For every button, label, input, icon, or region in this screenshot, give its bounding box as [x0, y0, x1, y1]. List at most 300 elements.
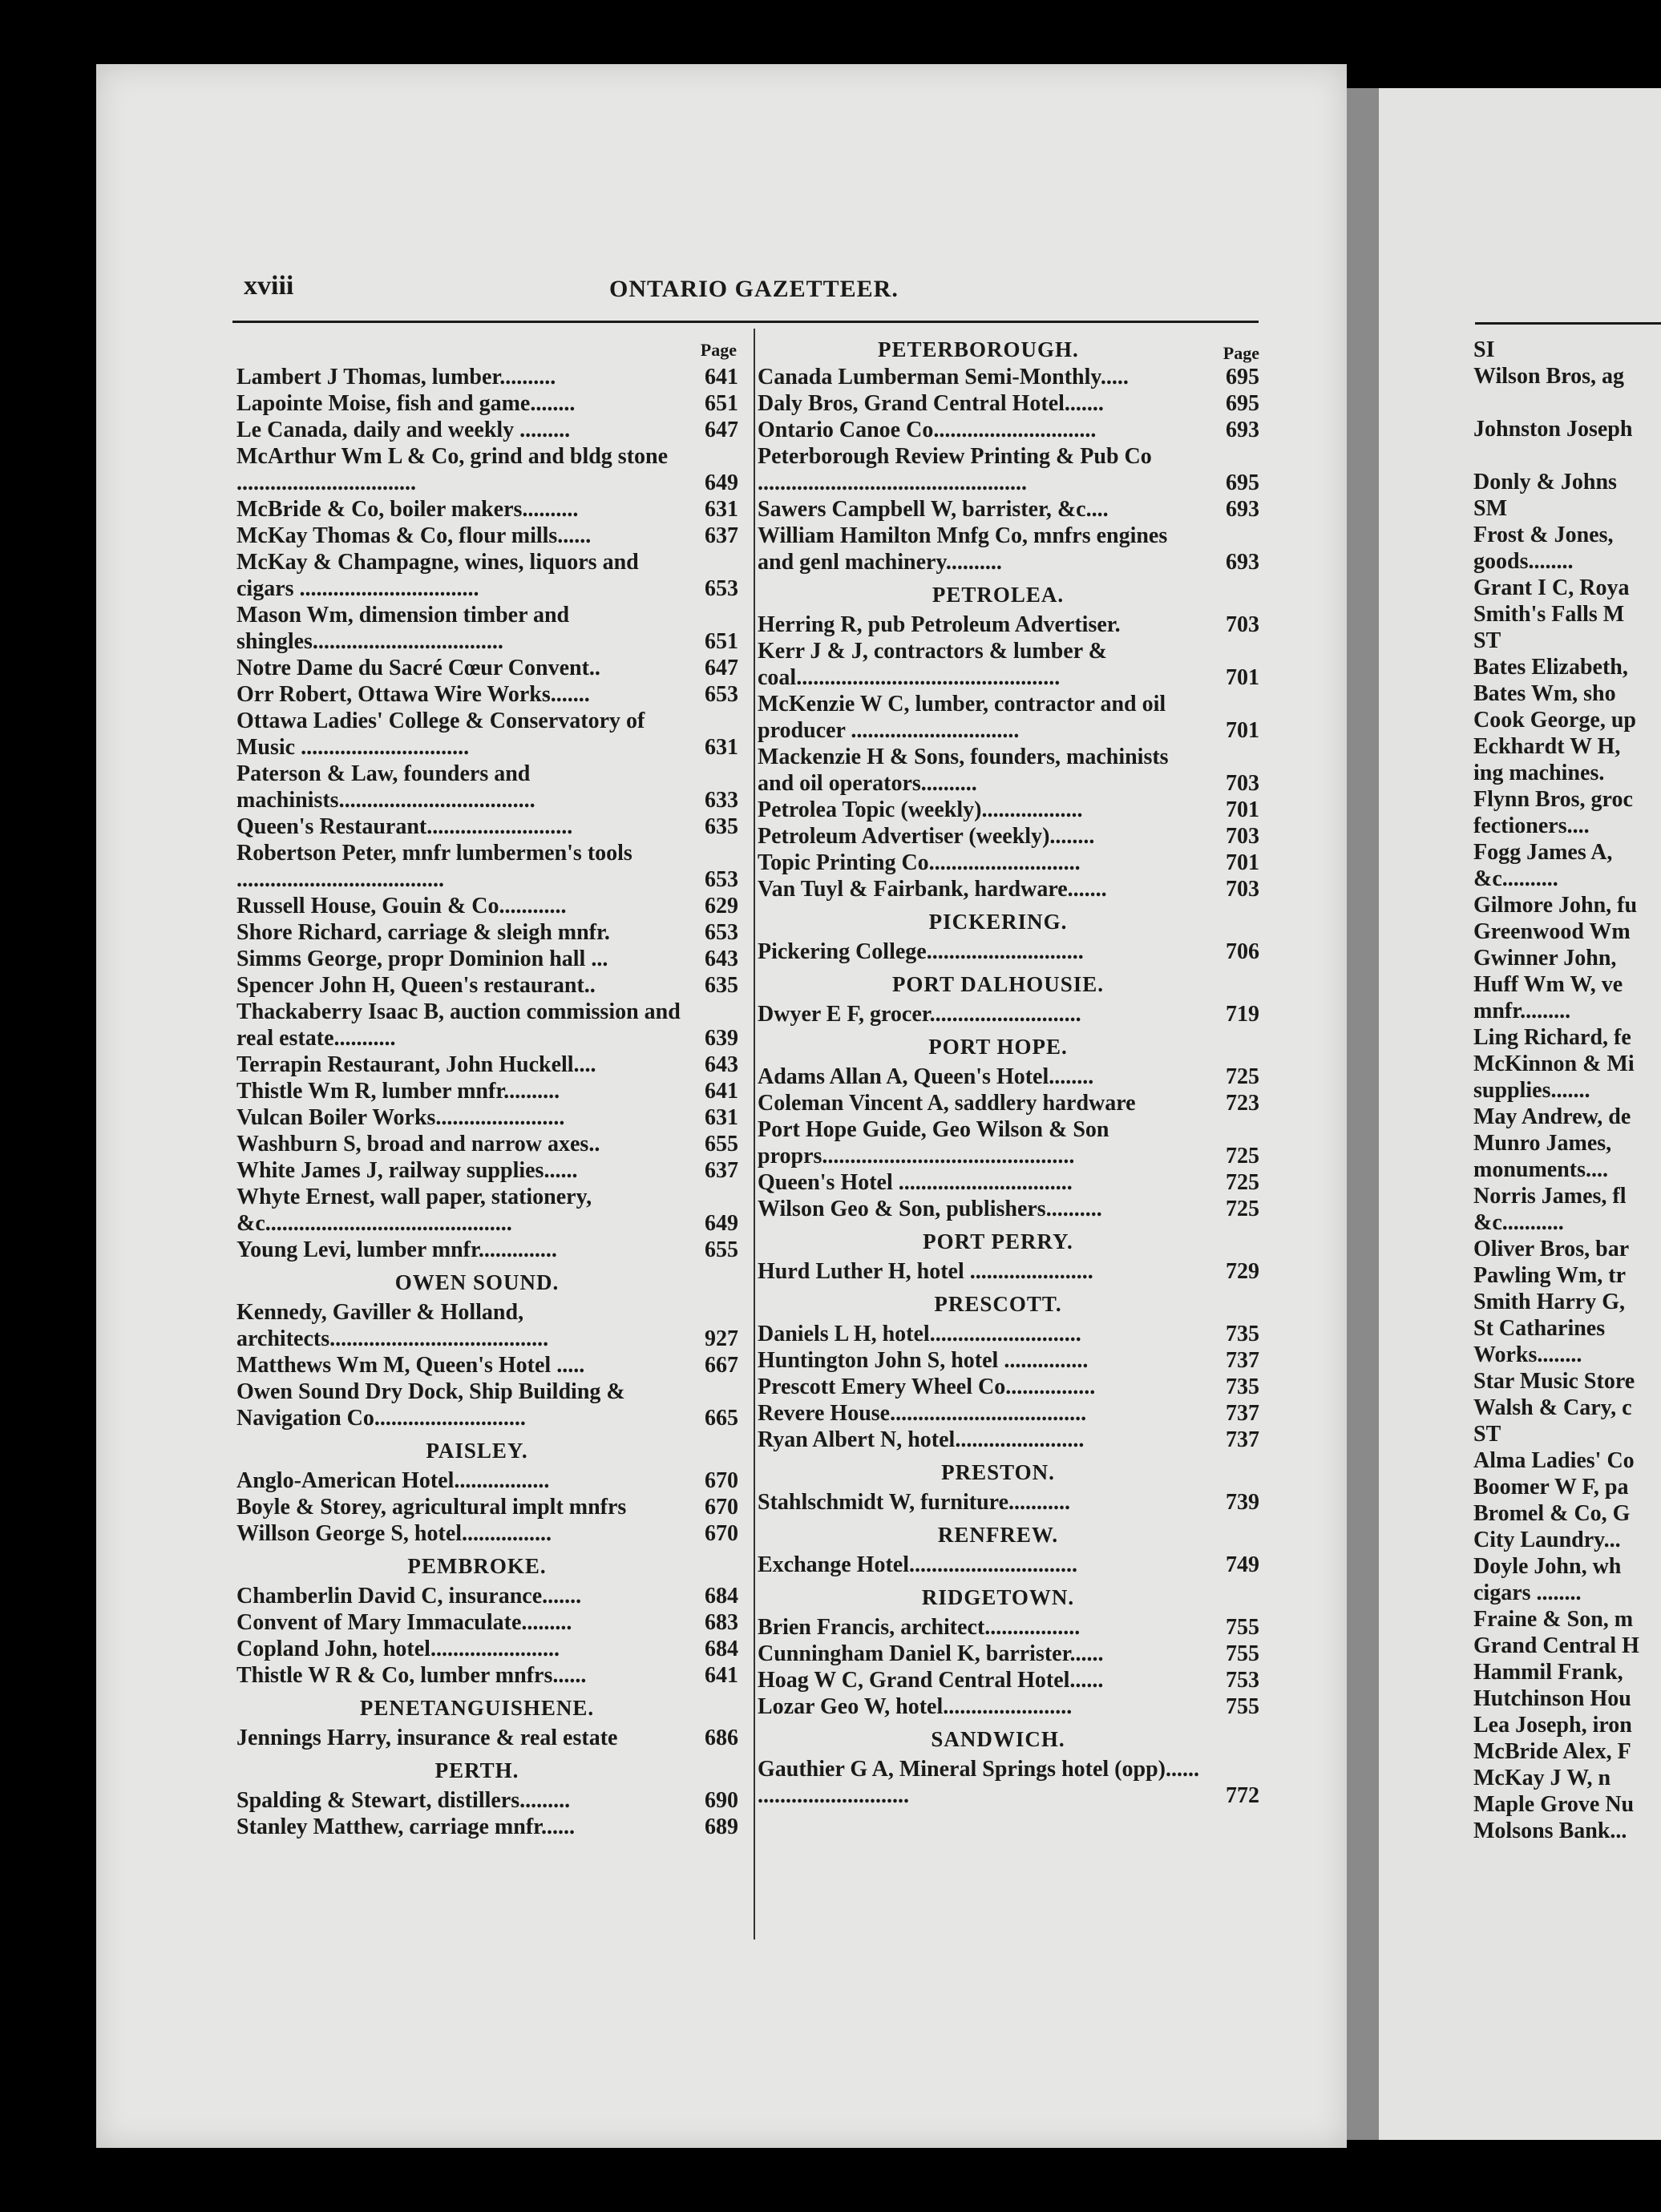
directory-entry	[236, 1636, 742, 1662]
entry-text: Anglo-American Hotel.................	[236, 1468, 550, 1493]
directory-entry	[758, 1321, 1263, 1347]
directory-entry	[758, 1064, 1263, 1090]
fragment-line: Grand Central H	[1473, 1633, 1639, 1658]
entry-page: 701	[1226, 850, 1259, 875]
entry-page: 665	[705, 1406, 738, 1431]
directory-entry	[758, 1641, 1263, 1667]
entry-page: 703	[1226, 877, 1259, 902]
entry-page: 703	[1226, 771, 1259, 796]
fragment-line: Munro James,	[1473, 1131, 1612, 1156]
entry-page: 639	[705, 1026, 738, 1051]
entry-text: Coleman Vincent A, saddlery hardware	[758, 1091, 1136, 1116]
page-column-label: Page	[700, 340, 737, 360]
fragment-line: &c...........	[1473, 1210, 1564, 1235]
directory-entry	[758, 823, 1263, 850]
entry-text: McBride & Co, boiler makers..........	[236, 497, 579, 522]
entry-page: 701	[1226, 797, 1259, 822]
directory-entry	[236, 1157, 742, 1184]
entry-text: Gauthier G A, Mineral Springs hotel (opp)...... ...........................	[758, 1757, 1199, 1808]
entry-page: 647	[705, 656, 738, 680]
right-page-rule	[1475, 322, 1661, 325]
fragment-line: Boomer W F, pa	[1473, 1475, 1629, 1500]
entry-text: Petroleum Advertiser (weekly)........	[758, 824, 1095, 849]
entry-text: Boyle & Storey, agricultural implt mnfrs	[236, 1495, 627, 1520]
directory-entry	[758, 1693, 1263, 1720]
entry-page: 755	[1226, 1641, 1259, 1666]
directory-entry	[236, 1662, 742, 1689]
directory-entry	[236, 1352, 742, 1378]
entry-text: Daniels L H, hotel...........................	[758, 1322, 1081, 1346]
entry-text: Sawers Campbell W, barrister, &c....	[758, 497, 1109, 522]
directory-entry	[758, 364, 1263, 390]
directory-entry	[758, 1169, 1263, 1196]
entry-text: Prescott Emery Wheel Co................	[758, 1374, 1096, 1399]
entry-page: 684	[705, 1584, 738, 1609]
section-heading: PETROLEA.	[932, 583, 1065, 607]
fragment-line: McKay J W, n	[1473, 1766, 1611, 1790]
book-gutter	[1347, 88, 1379, 2140]
entry-page: 749	[1226, 1552, 1259, 1577]
fragment-line: Smith Harry G,	[1473, 1290, 1625, 1314]
entry-page: 693	[1226, 418, 1259, 442]
entry-text: Copland John, hotel.......................	[236, 1637, 560, 1661]
directory-entry	[236, 496, 742, 523]
entry-page: 735	[1226, 1322, 1259, 1346]
entry-page: 701	[1226, 718, 1259, 743]
section-heading: PAISLEY.	[426, 1439, 528, 1463]
directory-entry	[236, 1520, 742, 1547]
entry-page: 703	[1226, 824, 1259, 849]
entry-text: Port Hope Guide, Geo Wilson & Son proprs.............................................	[758, 1117, 1109, 1169]
fragment-line: mnfr.........	[1473, 999, 1571, 1023]
section-heading: PENETANGUISHENE.	[359, 1696, 595, 1720]
entry-text: Exchange Hotel..............................	[758, 1552, 1077, 1577]
entry-text: Vulcan Boiler Works.......................	[236, 1105, 565, 1130]
entry-page: 755	[1226, 1694, 1259, 1719]
directory-entry	[758, 496, 1263, 523]
directory-entry	[236, 761, 742, 813]
entry-text: Herring R, pub Petroleum Advertiser.	[758, 612, 1121, 637]
entry-text: Adams Allan A, Queen's Hotel........	[758, 1064, 1094, 1089]
fragment-line: ST	[1473, 1422, 1501, 1447]
entry-page: 649	[705, 470, 738, 495]
fragment-line: Alma Ladies' Co	[1473, 1448, 1635, 1473]
entry-page: 651	[705, 391, 738, 416]
entry-text: McKenzie W C, lumber, contractor and oil producer ..............................	[758, 692, 1166, 743]
fragment-line: Frost & Jones,	[1473, 523, 1614, 547]
entry-page: 725	[1226, 1144, 1259, 1169]
directory-entry	[236, 893, 742, 919]
entry-page: 719	[1226, 1002, 1259, 1027]
entry-text: Dwyer E F, grocer...........................	[758, 1002, 1081, 1027]
directory-entry	[758, 1552, 1263, 1578]
entry-text: Hoag W C, Grand Central Hotel......	[758, 1668, 1104, 1693]
entry-page: 637	[705, 1158, 738, 1183]
directory-entry	[758, 1427, 1263, 1453]
entry-page: 737	[1226, 1401, 1259, 1426]
entry-text: Pickering College............................	[758, 939, 1084, 964]
fragment-line: May Andrew, de	[1473, 1104, 1631, 1129]
entry-page: 635	[705, 814, 738, 839]
entry-text: Topic Printing Co...........................	[758, 850, 1081, 875]
entry-text: Owen Sound Dry Dock, Ship Building & Navigation Co...........................	[236, 1379, 625, 1431]
entry-text: Stahlschmidt W, furniture...........	[758, 1490, 1070, 1515]
fragment-line: St Catharines	[1473, 1316, 1606, 1341]
entry-page: 772	[1226, 1783, 1259, 1808]
directory-entry	[236, 999, 742, 1052]
entry-page: 653	[705, 867, 738, 892]
section-heading: RIDGETOWN.	[921, 1585, 1075, 1609]
entry-page: 653	[705, 682, 738, 707]
fragment-line	[1473, 442, 1661, 469]
section-heading: RENFREW.	[937, 1523, 1059, 1547]
entry-text: Young Levi, lumber mnfr..............	[236, 1237, 557, 1262]
entry-page: 693	[1226, 550, 1259, 575]
directory-entry	[236, 813, 742, 840]
entry-text: McArthur Wm L & Co, grind and bldg stone ................................	[236, 444, 669, 495]
entry-page: 629	[705, 894, 738, 918]
fragment-line: Hammil Frank,	[1473, 1660, 1623, 1685]
entry-page: 651	[705, 629, 738, 654]
fragment-line: Donly & Johns	[1473, 470, 1617, 494]
entry-page: 635	[705, 973, 738, 998]
entry-text: McKay Thomas & Co, flour mills......	[236, 523, 592, 548]
directory-entry	[758, 1001, 1263, 1027]
section-heading: OWEN SOUND.	[394, 1270, 560, 1294]
entry-page: 927	[705, 1326, 738, 1351]
fragment-line: ST	[1473, 628, 1501, 653]
entry-page: 735	[1226, 1374, 1259, 1399]
directory-entry	[236, 1609, 742, 1636]
directory-entry	[236, 602, 742, 655]
directory-entry	[236, 1131, 742, 1157]
directory-entry	[758, 1090, 1263, 1116]
fragment-line: Smith's Falls M	[1473, 602, 1625, 627]
fragment-line: Flynn Bros, groc	[1473, 787, 1633, 812]
entry-text: Russell House, Gouin & Co............	[236, 894, 567, 918]
entry-page: 631	[705, 1105, 738, 1130]
entry-page: 701	[1226, 665, 1259, 690]
entry-text: Huntington John S, hotel ...............	[758, 1348, 1089, 1373]
directory-entry	[236, 919, 742, 946]
fragment-line: Molsons Bank...	[1473, 1818, 1627, 1843]
directory-entry	[236, 1725, 742, 1751]
entry-text: Willson George S, hotel................	[236, 1521, 552, 1546]
entry-text: Lambert J Thomas, lumber..........	[236, 365, 556, 390]
fragment-line: ing machines.	[1473, 761, 1605, 785]
fragment-line: SI	[1473, 337, 1495, 362]
entry-page: 690	[705, 1788, 738, 1813]
directory-entry	[758, 443, 1263, 496]
entry-text: Thackaberry Isaac B, auction commission and real estate...........	[236, 999, 681, 1051]
directory-entry	[236, 1104, 742, 1131]
entry-page: 670	[705, 1468, 738, 1493]
directory-entry	[758, 612, 1263, 638]
directory-entry	[758, 938, 1263, 965]
directory-entry	[236, 1184, 742, 1237]
entry-text: Stanley Matthew, carriage mnfr......	[236, 1814, 575, 1839]
section-heading: PRESTON.	[941, 1460, 1055, 1484]
section-heading: PICKERING.	[928, 910, 1068, 934]
entry-text: Terrapin Restaurant, John Huckell....	[236, 1052, 596, 1077]
entry-page: 725	[1226, 1197, 1259, 1221]
middle-column-top	[758, 337, 1263, 364]
directory-entry	[758, 744, 1263, 797]
entry-text: Le Canada, daily and weekly .........	[236, 418, 571, 442]
right-column-fragments	[1473, 337, 1661, 1844]
header-rule	[232, 321, 1259, 323]
entry-text: Notre Dame du Sacré Cœur Convent..	[236, 656, 600, 680]
fragment-line: Pawling Wm, tr	[1473, 1263, 1627, 1288]
directory-entry	[236, 549, 742, 602]
directory-entry	[758, 1667, 1263, 1693]
directory-entry	[236, 708, 742, 761]
section-heading: PORT DALHOUSIE.	[891, 972, 1105, 996]
entry-page: 689	[705, 1814, 738, 1839]
entry-text: Hurd Luther H, hotel ......................	[758, 1259, 1093, 1284]
entry-page: 670	[705, 1521, 738, 1546]
directory-entry	[758, 1196, 1263, 1222]
fragment-line: Hutchinson Hou	[1473, 1686, 1631, 1711]
entry-text: Spalding & Stewart, distillers.........	[236, 1788, 571, 1813]
directory-entry	[236, 417, 742, 443]
entry-text: Daly Bros, Grand Central Hotel.......	[758, 391, 1104, 416]
section-heading: PETERBOROUGH.	[878, 337, 1079, 361]
entry-page: 695	[1226, 391, 1259, 416]
fragment-line: Gilmore John, fu	[1473, 893, 1638, 918]
directory-entry	[236, 1787, 742, 1814]
entry-page: 667	[705, 1353, 738, 1378]
entry-page: 649	[705, 1211, 738, 1236]
directory-entry	[236, 972, 742, 999]
page-number: xviii	[244, 271, 294, 301]
directory-entry	[236, 840, 742, 893]
fragment-line: &c..........	[1473, 866, 1558, 891]
directory-entry	[236, 1078, 742, 1104]
entry-page: 723	[1226, 1091, 1259, 1116]
entry-text: Thistle Wm R, lumber mnfr..........	[236, 1079, 560, 1104]
fragment-line: Doyle John, wh	[1473, 1554, 1622, 1579]
entry-page: 631	[705, 735, 738, 760]
entry-text: Shore Richard, carriage & sleigh mnfr.	[236, 920, 610, 945]
directory-entry	[758, 1258, 1263, 1285]
fragment-line: McKinnon & Mi	[1473, 1052, 1635, 1076]
directory-entry	[758, 691, 1263, 744]
entry-text: Cunningham Daniel K, barrister......	[758, 1641, 1104, 1666]
entry-page: 633	[705, 788, 738, 813]
entry-page: 637	[705, 523, 738, 548]
fragment-line: monuments....	[1473, 1157, 1609, 1182]
middle-column	[758, 337, 1263, 1809]
directory-entry	[236, 1052, 742, 1078]
entry-page: 755	[1226, 1615, 1259, 1640]
entry-page: 695	[1226, 470, 1259, 495]
fragment-line: Bromel & Co, G	[1473, 1501, 1631, 1526]
directory-entry	[236, 655, 742, 681]
fragment-line: Lea Joseph, iron	[1473, 1713, 1632, 1738]
entry-text: Canada Lumberman Semi-Monthly.....	[758, 365, 1129, 390]
entry-page: 739	[1226, 1490, 1259, 1515]
entry-page: 643	[705, 1052, 738, 1077]
entry-page: 725	[1226, 1170, 1259, 1195]
directory-entry	[758, 1400, 1263, 1427]
fragment-line: Greenwood Wm	[1473, 919, 1631, 944]
entry-text: Peterborough Review Printing & Pub Co ................................................	[758, 444, 1152, 495]
directory-entry	[236, 1494, 742, 1520]
section-heading: PERTH.	[434, 1758, 519, 1782]
entry-page: 647	[705, 418, 738, 442]
fragment-line: SM	[1473, 496, 1507, 521]
fragment-line: goods........	[1473, 549, 1574, 574]
entry-page: 655	[705, 1237, 738, 1262]
fragment-line: Johnston Joseph	[1473, 417, 1633, 442]
entry-text: Thistle W R & Co, lumber mnfrs......	[236, 1663, 587, 1688]
section-heading: SANDWICH.	[931, 1727, 1065, 1751]
directory-entry	[758, 1374, 1263, 1400]
entry-page: 670	[705, 1495, 738, 1520]
entry-text: Mackenzie H & Sons, founders, machinists and oil operators..........	[758, 745, 1169, 796]
fragment-line: Cook George, up	[1473, 708, 1636, 733]
entry-text: Matthews Wm M, Queen's Hotel .....	[236, 1353, 585, 1378]
directory-entry	[236, 364, 742, 390]
entry-page: 631	[705, 497, 738, 522]
entry-text: Wilson Geo & Son, publishers..........	[758, 1197, 1102, 1221]
entry-text: Simms George, propr Dominion hall ...	[236, 947, 608, 971]
entry-page: 653	[705, 576, 738, 601]
directory-entry	[758, 850, 1263, 876]
directory-entry	[236, 523, 742, 549]
entry-text: Jennings Harry, insurance & real estate	[236, 1726, 618, 1750]
entry-text: Kerr J & J, contractors & lumber & coal...............................................	[758, 639, 1107, 690]
entry-page: 641	[705, 365, 738, 390]
entry-page: 643	[705, 947, 738, 971]
directory-entry	[236, 1814, 742, 1840]
directory-entry	[758, 638, 1263, 691]
fragment-line: Fogg James A,	[1473, 840, 1613, 865]
directory-entry	[758, 417, 1263, 443]
page-column-label: Page	[1223, 343, 1259, 363]
entry-page: 653	[705, 920, 738, 945]
fragment-line: Huff Wm W, ve	[1473, 972, 1623, 997]
fragment-line: Ling Richard, fe	[1473, 1025, 1631, 1050]
entry-page: 684	[705, 1637, 738, 1661]
entry-text: Washburn S, broad and narrow axes..	[236, 1132, 600, 1156]
entry-text: Lozar Geo W, hotel.......................	[758, 1694, 1073, 1719]
entry-text: Ryan Albert N, hotel.......................	[758, 1427, 1085, 1452]
directory-entry	[236, 1237, 742, 1263]
entry-text: Paterson & Law, founders and machinists...................................	[236, 761, 535, 813]
fragment-line: Eckhardt W H,	[1473, 734, 1621, 759]
entry-text: Robertson Peter, mnfr lumbermen's tools .....................................	[236, 841, 632, 892]
entry-page: 683	[705, 1610, 738, 1635]
entry-text: Brien Francis, architect.................	[758, 1615, 1081, 1640]
fragment-line: Gwinner John,	[1473, 946, 1617, 971]
fragment-line: Works........	[1473, 1342, 1582, 1367]
page-title: ONTARIO GAZETTEER.	[609, 276, 899, 302]
fragment-line: Norris James, fl	[1473, 1184, 1627, 1209]
entry-text: Ontario Canoe Co.............................	[758, 418, 1097, 442]
entry-text: William Hamilton Mnfg Co, mnfrs engines and genl machinery..........	[758, 523, 1168, 575]
fragment-line: McBride Alex, F	[1473, 1739, 1631, 1764]
fragment-line: Maple Grove Nu	[1473, 1792, 1635, 1817]
entry-page: 753	[1226, 1668, 1259, 1693]
entry-page: 695	[1226, 365, 1259, 390]
entry-text: White James J, railway supplies......	[236, 1158, 578, 1183]
directory-entry	[758, 1116, 1263, 1169]
fragment-line: Wilson Bros, ag	[1473, 364, 1625, 389]
entry-text: Van Tuyl & Fairbank, hardware.......	[758, 877, 1107, 902]
fragment-line: Star Music Store	[1473, 1369, 1635, 1394]
section-heading: PRESCOTT.	[934, 1292, 1062, 1316]
entry-text: Whyte Ernest, wall paper, stationery, &c............................................	[236, 1185, 592, 1236]
entry-page: 737	[1226, 1427, 1259, 1452]
entry-page: 703	[1226, 612, 1259, 637]
fragment-line: Fraine & Son, m	[1473, 1607, 1634, 1632]
left-column	[236, 337, 742, 1840]
entry-text: Ottawa Ladies' College & Conservatory of Music ..............................	[236, 708, 645, 760]
entry-text: Spencer John H, Queen's restaurant..	[236, 973, 596, 998]
directory-entry	[236, 681, 742, 708]
directory-entry	[758, 1347, 1263, 1374]
directory-entry	[758, 1489, 1263, 1516]
directory-entry	[758, 523, 1263, 575]
section-heading: PORT PERRY.	[923, 1229, 1073, 1253]
entry-page: 641	[705, 1079, 738, 1104]
entry-page: 737	[1226, 1348, 1259, 1373]
fragment-line	[1473, 390, 1661, 416]
entry-text: Orr Robert, Ottawa Wire Works.......	[236, 682, 590, 707]
entry-page: 641	[705, 1663, 738, 1688]
directory-entry	[236, 1378, 742, 1431]
entry-text: Convent of Mary Immaculate.........	[236, 1610, 572, 1635]
entry-text: Kennedy, Gaviller & Holland, architects.......................................	[236, 1300, 549, 1351]
directory-entry	[236, 1583, 742, 1609]
entry-page: 729	[1226, 1259, 1259, 1284]
fragment-line: cigars ........	[1473, 1580, 1582, 1605]
directory-entry	[758, 390, 1263, 417]
fragment-line: City Laundry...	[1473, 1528, 1621, 1552]
entry-page: 725	[1226, 1064, 1259, 1089]
entry-text: Lapointe Moise, fish and game........	[236, 391, 576, 416]
directory-entry	[236, 443, 742, 496]
entry-page: 655	[705, 1132, 738, 1156]
entry-text: Mason Wm, dimension timber and shingles..................................	[236, 603, 570, 654]
directory-entry	[236, 1299, 742, 1352]
fragment-line: supplies.......	[1473, 1078, 1590, 1103]
entry-text: Queen's Restaurant..........................	[236, 814, 573, 839]
fragment-line: fectioners....	[1473, 813, 1590, 838]
entry-text: Chamberlin David C, insurance.......	[236, 1584, 582, 1609]
entry-text: Petrolea Topic (weekly)..................	[758, 797, 1083, 822]
fragment-line: Oliver Bros, bar	[1473, 1237, 1630, 1261]
entry-page: 693	[1226, 497, 1259, 522]
fragment-line: Bates Wm, sho	[1473, 681, 1616, 706]
fragment-line: Grant I C, Roya	[1473, 575, 1630, 600]
entry-page: 686	[705, 1726, 738, 1750]
entry-text: Queen's Hotel ...............................	[758, 1170, 1073, 1195]
directory-entry	[758, 1614, 1263, 1641]
column-divider	[754, 329, 755, 1940]
directory-entry	[758, 797, 1263, 823]
entry-text: McKay & Champagne, wines, liquors and cigars ................................	[236, 550, 639, 601]
section-heading: PORT HOPE.	[928, 1035, 1068, 1059]
entry-text: Revere House...................................	[758, 1401, 1087, 1426]
directory-entry	[758, 876, 1263, 902]
fragment-line: Bates Elizabeth,	[1473, 655, 1628, 680]
fragment-line: Walsh & Cary, c	[1473, 1395, 1632, 1420]
directory-entry	[758, 1756, 1263, 1809]
entry-page: 706	[1226, 939, 1259, 964]
